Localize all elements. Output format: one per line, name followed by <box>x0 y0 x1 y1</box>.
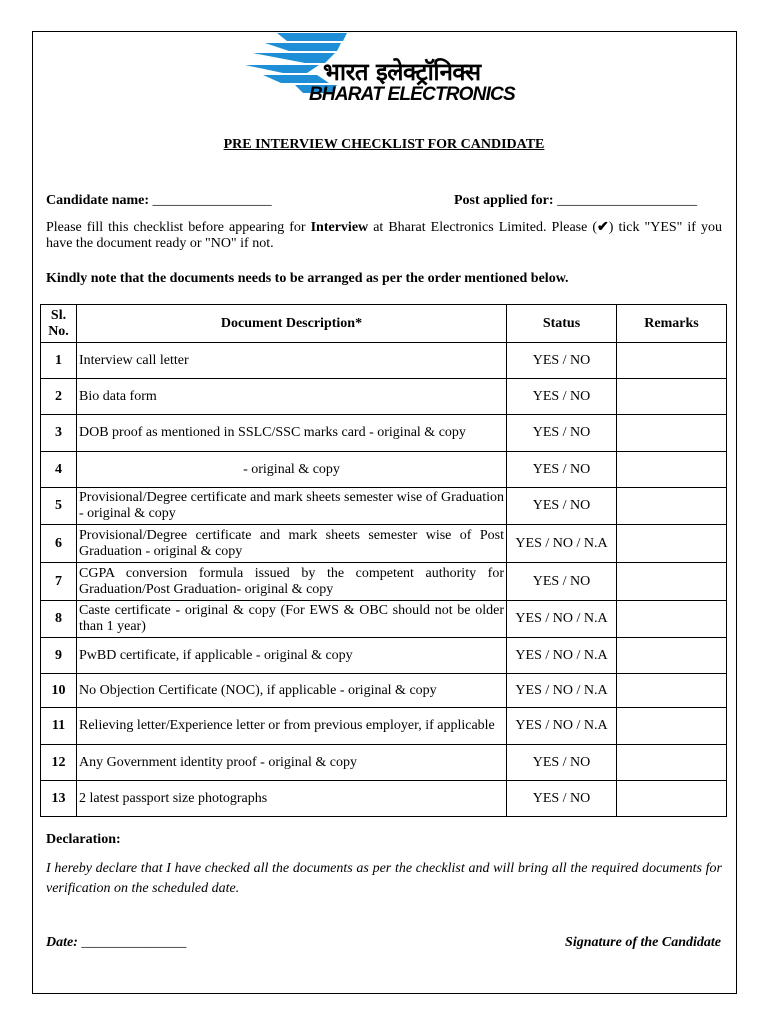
row-remarks[interactable] <box>617 781 727 817</box>
row-description: Provisional/Degree certificate and mark sheets semester wise of Post Graduation - original & copy <box>77 525 507 563</box>
intro-bold-word: Interview <box>310 220 369 235</box>
date-field <box>46 935 186 951</box>
table-row <box>41 379 727 415</box>
row-status[interactable]: YES / NO / N.A <box>507 674 617 708</box>
row-status[interactable]: YES / NO <box>507 343 617 379</box>
checklist-table <box>40 304 727 817</box>
row-sl: 8 <box>41 601 77 638</box>
row-sl: 10 <box>41 674 77 708</box>
table-row <box>41 563 727 601</box>
row-status[interactable]: YES / NO <box>507 415 617 452</box>
candidate-name-field <box>46 193 272 209</box>
post-applied-field <box>454 193 697 209</box>
row-description: Interview call letter <box>77 343 507 379</box>
table-row <box>41 745 727 781</box>
row-description: No Objection Certificate (NOC), if applicable - original & copy <box>77 674 507 708</box>
intro-part3: ) tick "YES" if you have the document ready or "NO" if not. <box>46 220 722 251</box>
header-sl-no: Sl. No. <box>41 305 77 343</box>
row-sl: 5 <box>41 488 77 525</box>
row-sl: 6 <box>41 525 77 563</box>
row-description: Caste certificate - original & copy (For EWS & OBC should not be older than 1 year) <box>77 601 507 638</box>
row-description: Relieving letter/Experience letter or from previous employer, if applicable <box>77 708 507 745</box>
header-description: Document Description* <box>77 305 507 343</box>
row-remarks[interactable] <box>617 601 727 638</box>
table-row <box>41 415 727 452</box>
table-row <box>41 708 727 745</box>
table-row <box>41 452 727 488</box>
row-remarks[interactable] <box>617 708 727 745</box>
row-description: - original & copy <box>77 452 507 488</box>
intro-part1: Please fill this checklist before appearing for <box>46 220 311 235</box>
table-row <box>41 601 727 638</box>
header-status: Status <box>507 305 617 343</box>
intro-part2: at Bharat Electronics Limited. Please ( <box>368 220 598 235</box>
row-description: DOB proof as mentioned in SSLC/SSC marks card - original & copy <box>77 415 507 452</box>
row-description: Provisional/Degree certificate and mark sheets semester wise of Graduation - original & copy <box>77 488 507 525</box>
row-status[interactable]: YES / NO <box>507 379 617 415</box>
bel-logo <box>245 33 555 105</box>
row-remarks[interactable] <box>617 415 727 452</box>
candidate-name-label: Candidate name: <box>46 193 150 208</box>
row-status[interactable]: YES / NO <box>507 563 617 601</box>
row-status[interactable]: YES / NO <box>507 745 617 781</box>
row-sl: 2 <box>41 379 77 415</box>
post-applied-blank[interactable]: ____________________ <box>557 193 698 208</box>
row-status[interactable]: YES / NO / N.A <box>507 638 617 674</box>
row-remarks[interactable] <box>617 674 727 708</box>
row-status[interactable]: YES / NO <box>507 781 617 817</box>
table-row <box>41 343 727 379</box>
declaration-heading: Declaration: <box>46 832 121 847</box>
page-title: PRE INTERVIEW CHECKLIST FOR CANDIDATE <box>223 137 545 152</box>
tick-mark-icon: ✔ <box>597 220 609 235</box>
row-sl: 3 <box>41 415 77 452</box>
row-remarks[interactable] <box>617 745 727 781</box>
row-remarks[interactable] <box>617 379 727 415</box>
row-remarks[interactable] <box>617 525 727 563</box>
logo-english-text: BHARAT ELECTRONICS <box>309 84 515 105</box>
table-row <box>41 638 727 674</box>
arrangement-note: Kindly note that the documents needs to be arranged as per the order mentioned below. <box>46 271 569 286</box>
date-label: Date: <box>46 935 78 950</box>
row-status[interactable]: YES / NO / N.A <box>507 525 617 563</box>
table-row <box>41 781 727 817</box>
row-description: Bio data form <box>77 379 507 415</box>
row-remarks[interactable] <box>617 638 727 674</box>
row-remarks[interactable] <box>617 343 727 379</box>
post-applied-label: Post applied for: <box>454 193 554 208</box>
row-sl: 13 <box>41 781 77 817</box>
candidate-name-blank[interactable]: _________________ <box>152 193 272 208</box>
row-remarks[interactable] <box>617 452 727 488</box>
row-sl: 11 <box>41 708 77 745</box>
row-description: PwBD certificate, if applicable - original & copy <box>77 638 507 674</box>
row-status[interactable]: YES / NO / N.A <box>507 708 617 745</box>
row-sl: 4 <box>41 452 77 488</box>
instructions-paragraph <box>46 220 722 252</box>
signature-label: Signature of the Candidate <box>565 935 721 950</box>
declaration-text: I hereby declare that I have checked all the documents as per the checklist and will bring all the required documents for verification on the scheduled date. <box>46 861 722 896</box>
row-remarks[interactable] <box>617 563 727 601</box>
row-remarks[interactable] <box>617 488 727 525</box>
table-header-row <box>41 305 727 343</box>
row-status[interactable]: YES / NO <box>507 488 617 525</box>
row-description: 2 latest passport size photographs <box>77 781 507 817</box>
row-status[interactable]: YES / NO / N.A <box>507 601 617 638</box>
row-description: CGPA conversion formula issued by the competent authority for Graduation/Post Graduation- original & copy <box>77 563 507 601</box>
row-sl: 7 <box>41 563 77 601</box>
row-sl: 12 <box>41 745 77 781</box>
row-status[interactable]: YES / NO <box>507 452 617 488</box>
table-row <box>41 674 727 708</box>
row-sl: 1 <box>41 343 77 379</box>
date-blank[interactable]: _______________ <box>81 935 187 950</box>
table-row <box>41 525 727 563</box>
logo-hindi-text: भारत इलेक्ट्रॉनिक्स <box>323 58 481 86</box>
row-description: Any Government identity proof - original & copy <box>77 745 507 781</box>
row-sl: 9 <box>41 638 77 674</box>
header-remarks: Remarks <box>617 305 727 343</box>
table-row <box>41 488 727 525</box>
